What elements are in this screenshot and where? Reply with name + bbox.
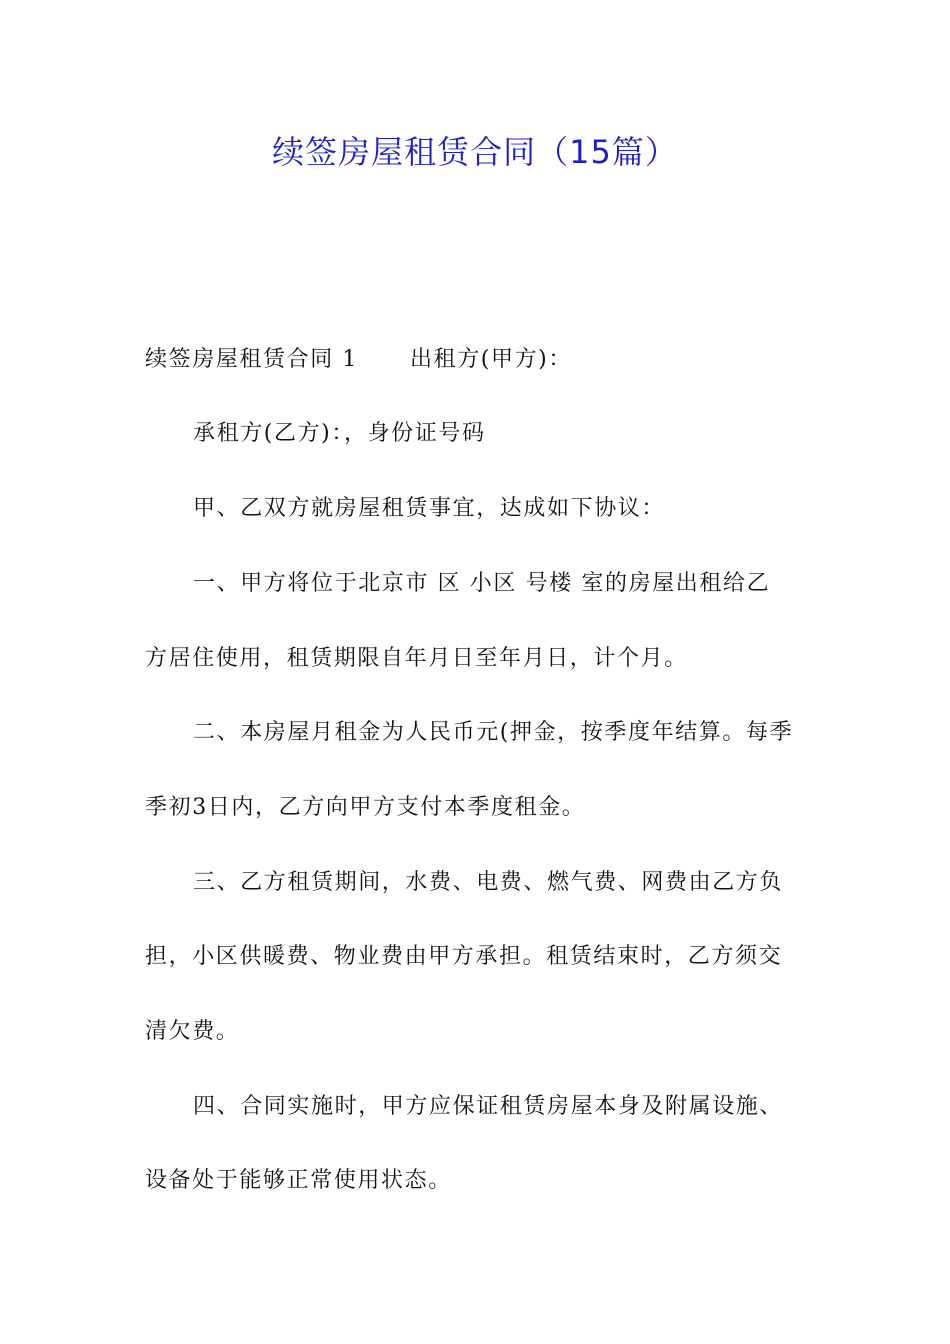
lessee-line: 承租方(乙方)：，身份证号码 <box>193 421 486 446</box>
agreement-intro: 甲、乙双方就房屋租赁事宜，达成如下协议： <box>193 496 666 521</box>
clause-2-line-1: 二、本房屋月租金为人民币元(押金，按季度年结算。每季 <box>193 720 794 745</box>
clause-4-line-2: 设备处于能够正常使用状态。 <box>145 1168 452 1193</box>
clause-1-line-2: 方居住使用，租赁期限自年月日至年月日，计个月。 <box>145 646 688 671</box>
clause-3-line-3: 清欠费。 <box>145 1019 240 1044</box>
clause-1-line-1: 一、甲方将位于北京市 区 小区 号楼 室的房屋出租给乙 <box>193 571 771 596</box>
section-heading: 续签房屋租赁合同 1 <box>145 347 358 372</box>
document-title: 续签房屋租赁合同（15篇） <box>272 133 678 171</box>
clause-3-line-2: 担，小区供暖费、物业费由甲方承担。租赁结束时，乙方须交 <box>145 944 783 969</box>
lessor-label: 出租方(甲方)： <box>410 347 572 372</box>
clause-3-line-1: 三、乙方租赁期间，水费、电费、燃气费、网费由乙方负 <box>193 870 784 895</box>
text-line <box>145 344 815 376</box>
clause-4-line-1: 四、合同实施时，甲方应保证租赁房屋本身及附属设施、 <box>193 1094 784 1119</box>
clause-2-line-2: 季初3日内，乙方向甲方支付本季度租金。 <box>145 795 586 820</box>
